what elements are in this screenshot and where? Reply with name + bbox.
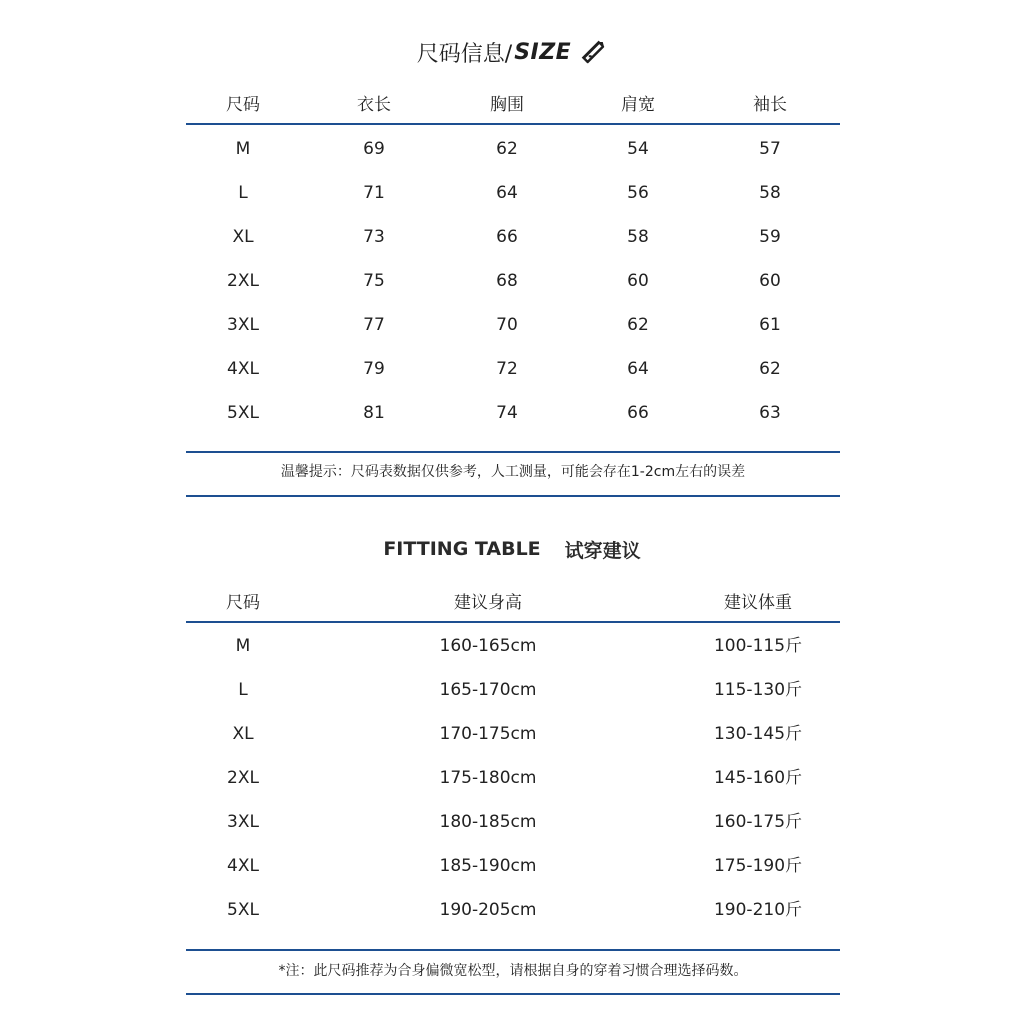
size-cell: M	[235, 139, 251, 159]
size-cell: 64	[496, 183, 518, 203]
fit-cell: 190-210斤	[713, 900, 803, 920]
fitting-title-en: FITTING TABLE	[383, 538, 541, 560]
size-rule-2	[186, 495, 840, 497]
fit-cell: XL	[232, 724, 254, 744]
size-cell: 79	[363, 359, 385, 379]
size-cell: 63	[759, 403, 781, 423]
size-header-1: 衣长	[357, 95, 391, 115]
size-cell: 58	[759, 183, 781, 203]
size-cell: 60	[759, 271, 781, 291]
size-table-title	[0, 30, 1024, 74]
fit-cell: 175-190斤	[713, 856, 803, 876]
size-header-0: 尺码	[226, 95, 260, 115]
size-cell: 60	[627, 271, 649, 291]
size-cell: 58	[627, 227, 649, 247]
size-cell: 57	[759, 139, 781, 159]
fit-cell: 4XL	[227, 856, 259, 876]
size-cell: 62	[627, 315, 649, 335]
size-header-3: 肩宽	[621, 95, 655, 115]
size-cell: 62	[496, 139, 518, 159]
fit-cell: M	[235, 636, 251, 656]
fit-cell: 5XL	[227, 900, 259, 920]
fitting-note: *注：此尺码推荐为合身偏微宽松型，请根据自身的穿着习惯合理选择码数。	[278, 963, 748, 979]
ruler-pencil-icon	[579, 38, 607, 66]
size-cell: L	[238, 183, 248, 203]
size-cell: 81	[363, 403, 385, 423]
size-cell: 74	[496, 403, 518, 423]
size-cell: XL	[232, 227, 254, 247]
fit-cell: 190-205cm	[439, 900, 537, 920]
size-cell: 5XL	[227, 403, 259, 423]
size-cell: 61	[759, 315, 781, 335]
size-header-2: 胸围	[490, 95, 524, 115]
fit-cell: 115-130斤	[713, 680, 803, 700]
size-cell: 70	[496, 315, 518, 335]
fit-header-2: 建议体重	[724, 593, 792, 613]
size-note: 温馨提示：尺码表数据仅供参考，人工测量，可能会存在1-2cm左右的误差	[280, 464, 746, 480]
fit-cell: 160-165cm	[439, 636, 537, 656]
size-cell: 69	[363, 139, 385, 159]
fit-cell: 160-175斤	[713, 812, 803, 832]
size-cell: 62	[759, 359, 781, 379]
size-title-cn: 尺码信息/	[416, 41, 513, 67]
fit-rule-2	[186, 993, 840, 995]
fit-header-1: 建议身高	[454, 593, 522, 613]
size-cell: 75	[363, 271, 385, 291]
fit-cell: 2XL	[227, 768, 259, 788]
size-header-4: 袖长	[753, 95, 787, 115]
fitting-table-title	[0, 536, 1024, 562]
size-cell: 68	[496, 271, 518, 291]
fit-rule-1	[186, 949, 840, 951]
size-cell: 71	[363, 183, 385, 203]
size-cell: 73	[363, 227, 385, 247]
size-cell: 54	[627, 139, 649, 159]
fit-cell: L	[238, 680, 248, 700]
fit-cell: 175-180cm	[439, 768, 537, 788]
fit-cell: 180-185cm	[439, 812, 537, 832]
size-cell: 66	[496, 227, 518, 247]
fit-rule-0	[186, 621, 840, 623]
size-cell: 77	[363, 315, 385, 335]
size-cell: 64	[627, 359, 649, 379]
size-cell: 4XL	[227, 359, 259, 379]
size-cell: 66	[627, 403, 649, 423]
size-cell: 59	[759, 227, 781, 247]
fit-header-0: 尺码	[226, 593, 260, 613]
size-cell: 72	[496, 359, 518, 379]
fit-cell: 3XL	[227, 812, 259, 832]
fitting-title-cn: 试穿建议	[564, 539, 641, 562]
fit-cell: 130-145斤	[713, 724, 803, 744]
size-cell: 2XL	[227, 271, 259, 291]
fit-cell: 165-170cm	[439, 680, 537, 700]
size-title-en: SIZE	[514, 39, 572, 65]
fit-cell: 170-175cm	[439, 724, 537, 744]
size-rule-0	[186, 123, 840, 125]
size-cell: 3XL	[227, 315, 259, 335]
fit-cell: 185-190cm	[439, 856, 537, 876]
fit-cell: 145-160斤	[713, 768, 803, 788]
fit-cell: 100-115斤	[713, 636, 803, 656]
size-rule-1	[186, 451, 840, 453]
size-cell: 56	[627, 183, 649, 203]
